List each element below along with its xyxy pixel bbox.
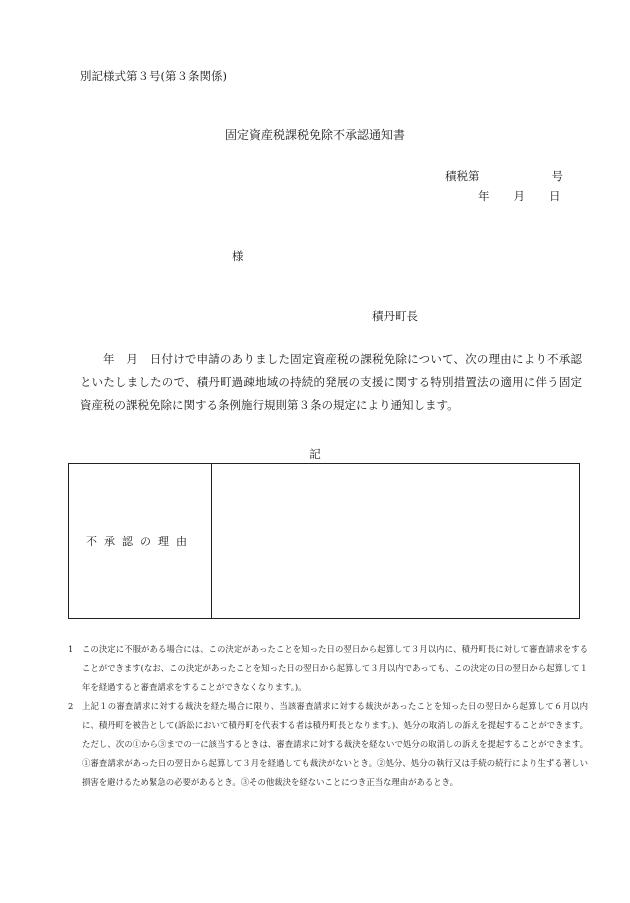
year-label: 年	[478, 189, 490, 203]
date-line	[478, 188, 561, 204]
day-label: 日	[549, 189, 561, 203]
record-heading: 記	[309, 447, 321, 461]
reference-prefix: 積税第	[445, 169, 480, 183]
month-label: 月	[513, 189, 525, 203]
note-number: 2	[68, 701, 74, 711]
body-paragraph: 年 月 日付けで申請のありました固定資産税の課税免除について、次の理由により不承認といたしましたので、積丹町過疎地域の持続的発展の支援に関する特別措置法の適用に伴う固定資産税の課税免除に関する条例施行規則第３条の規定により通知します。	[80, 352, 582, 412]
note-text: この決定に不服がある場合には、この決定があったことを知った日の翌日から起算して３月以内に、積丹町長に対して審査請求をすることができます(なお、この決定があったことを知った日の翌日から起算して３月以内であっても、この決定の日の翌日から起算して１年を経過すると審査請求をすることができなくなります。)。	[82, 644, 588, 692]
reference-suffix: 号	[551, 169, 563, 183]
reason-table	[68, 463, 580, 619]
issuer-name: 積丹町長	[372, 309, 418, 323]
note-number: 1	[68, 644, 74, 654]
notes-section	[68, 640, 588, 792]
note-item	[68, 697, 588, 792]
note-item	[68, 640, 588, 697]
reason-label: 不承認の理由	[69, 464, 212, 618]
form-label: 別記様式第３号(第３条関係)	[80, 69, 227, 83]
note-text: 上記１の審査請求に対する裁決を経た場合に限り、当該審査請求に対する裁決があったことを知った日の翌日から起算して６月以内に、積丹町を被告として(訴訟において積丹町を代表する者は積丹町長となります。)、処分の取消しの訴えを提起することができます。ただし、次の①から③までの一に該当するときは、審査請求に対する裁決を経ないで処分の取消しの訴えを提起することができます。①審査請求があった日の翌日から起算して３月を経過しても裁決がないとき。②処分、処分の執行又は手続の続行により生ずる著しい損害を避けるため緊急の必要があるとき。③その他裁決を経ないことにつき正当な理由があるとき。	[82, 701, 588, 787]
document-title: 固定資産税課税免除不承認通知書	[224, 128, 405, 142]
reason-value	[212, 464, 579, 618]
addressee-honorific: 様	[232, 249, 244, 263]
reference-number	[445, 168, 563, 184]
